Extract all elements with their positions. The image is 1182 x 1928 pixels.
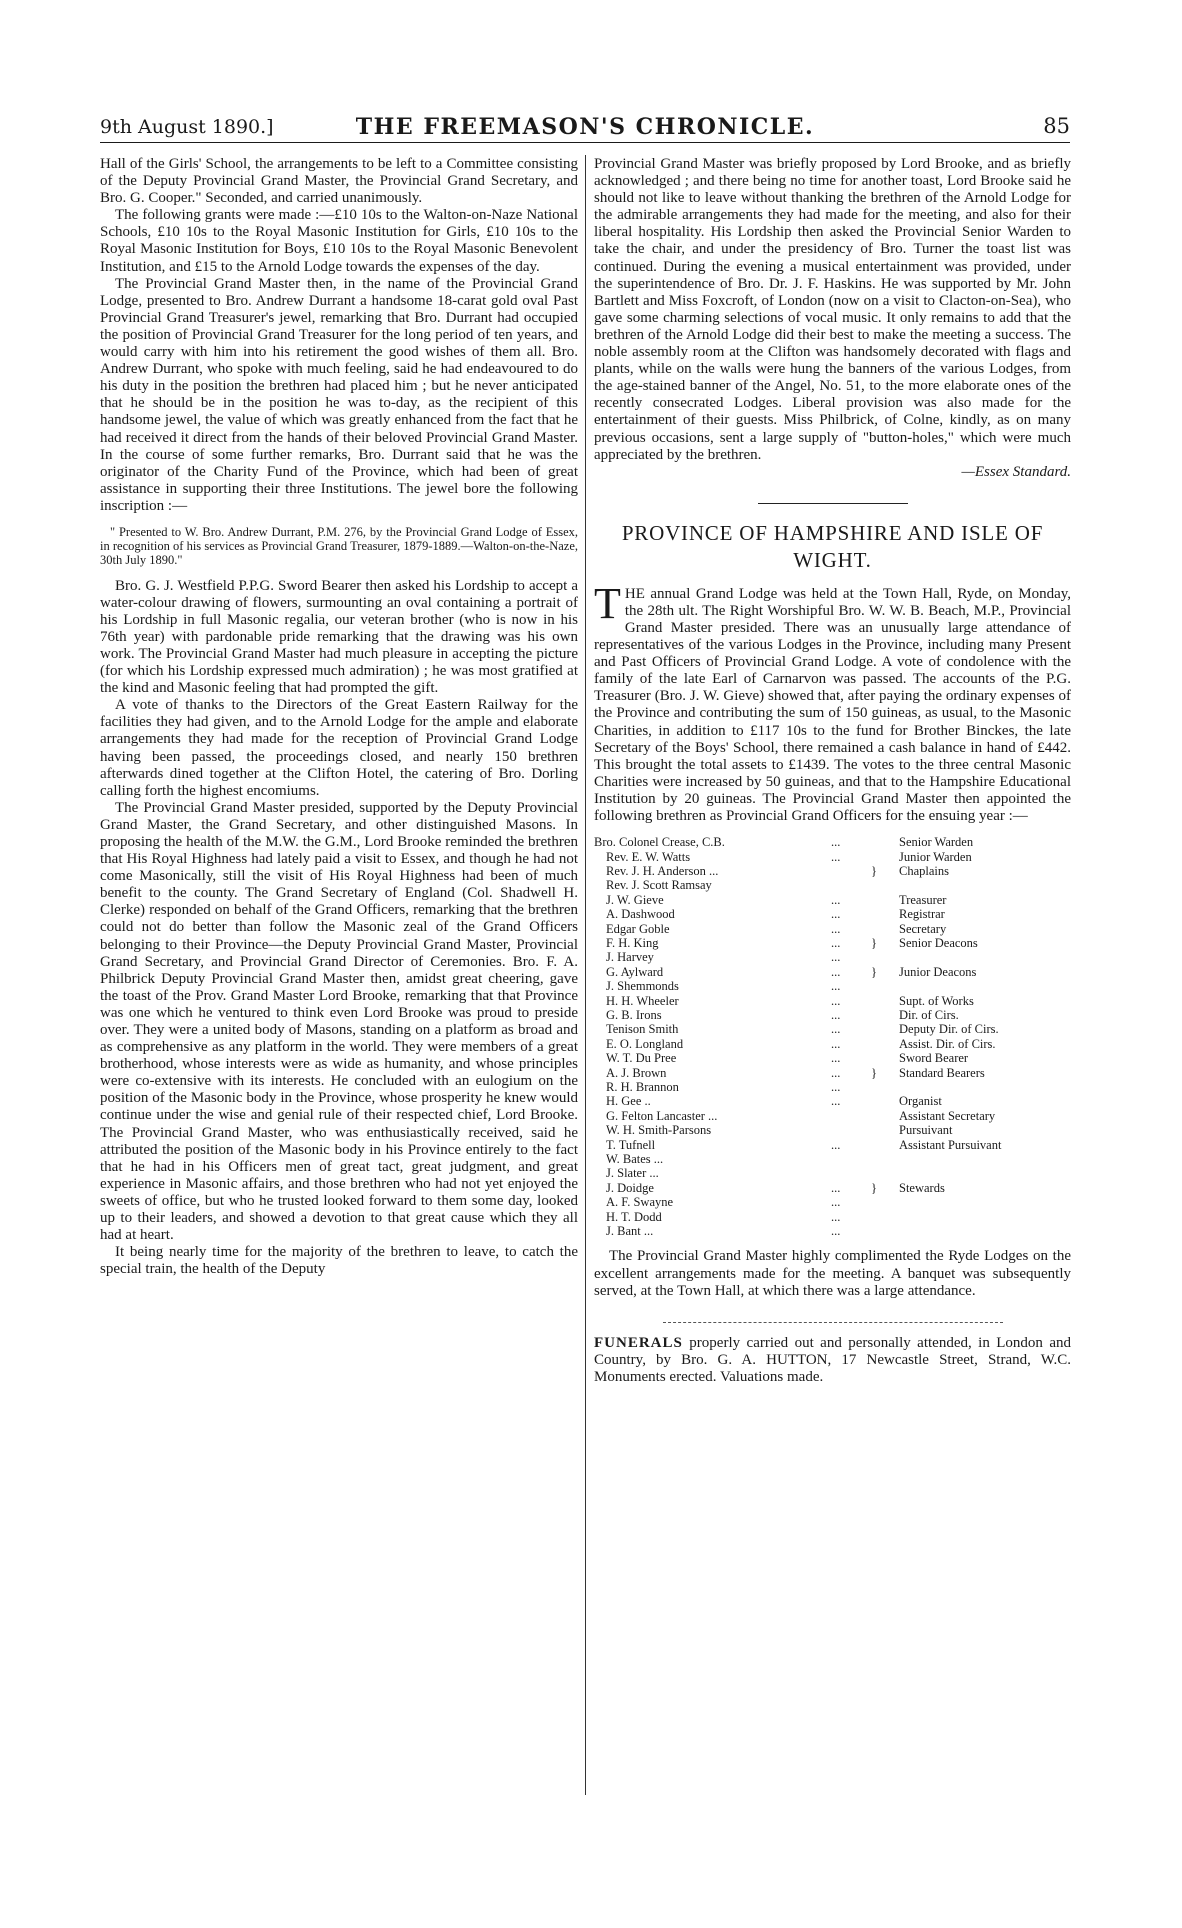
officer-brace [871, 1166, 899, 1180]
officer-name: Rev. E. W. Watts [606, 849, 691, 864]
officer-row [594, 1022, 1071, 1036]
officer-position [899, 1152, 1071, 1166]
officer-row [594, 1166, 1071, 1180]
officer-name: E. O. Longland [606, 1036, 684, 1051]
officer-dots: ... [831, 1195, 841, 1210]
officer-position [899, 1080, 1071, 1094]
officer-row [594, 965, 1071, 979]
officer-name: F. H. King [606, 935, 659, 950]
officer-row [594, 1152, 1071, 1166]
officer-row [594, 1094, 1071, 1108]
officer-dots [831, 878, 871, 892]
officer-dots [831, 1152, 871, 1166]
section-separator [758, 503, 908, 504]
officer-name: J. Harvey [606, 950, 654, 965]
article-heading: PROVINCE OF HAMPSHIRE AND ISLE OF WIGHT. [621, 520, 1044, 572]
page-number: 85 [1043, 114, 1070, 138]
officer-name: Rev. J. Scott Ramsay [606, 878, 712, 893]
officer-row [594, 1210, 1071, 1224]
officer-position: Organist [899, 1094, 942, 1109]
jewel-inscription: " Presented to W. Bro. Andrew Durrant, P.M. 276, by the Provincial Grand Lodge of Essex, in recognition of his services as Provincial Grand Treasurer, 1879-1889.—Walton-on-the-Naze, 30th July 1890." [100, 524, 578, 568]
officer-name: G. Aylward [606, 964, 664, 979]
officer-brace [871, 1080, 899, 1094]
article-paragraph: It being nearly time for the majority of the brethren to leave, to catch the special train, the health of the Deputy [100, 1244, 578, 1278]
officer-row [594, 1109, 1071, 1123]
officer-brace [871, 850, 899, 864]
officer-position [899, 1224, 1071, 1238]
officer-position: Junior Warden [899, 849, 972, 864]
officer-dots: ... [831, 979, 841, 994]
officer-brace [871, 907, 899, 921]
officer-brace [871, 1123, 899, 1137]
advert-text: properly carried out and personally attended, in London and Country, by Bro. G. A. HUTTON, 17 Newcastle Street, Strand, W.C. Monuments erected. Valuations made. [594, 1334, 1071, 1385]
officer-position: Dir. of Cirs. [899, 1007, 959, 1022]
officer-dots: ... [831, 849, 841, 864]
officer-dots: ... [831, 1224, 841, 1239]
officer-position: Standard Bearers [899, 1065, 985, 1080]
officer-brace [871, 1210, 899, 1224]
officer-dots: ... [831, 1051, 841, 1066]
officer-brace: } [871, 964, 877, 979]
article-paragraph: The Provincial Grand Master then, in the name of the Provincial Grand Lodge, presented to Bro. Andrew Durrant a handsome 18-carat gold oval Past Provincial Grand Treasurer's jewel, remarking that Bro. Durrant had occupied the position of Provincial Grand Treasurer for the long period of ten years, and would carry with him into his retirement the good wishes of them all. Bro. Andrew Durrant, who spoke with much feeling, said he had endeavoured to do his duty in the position the brethren had placed him ; but he never anticipated that he should be in the position he was to-day, as the recipient of this handsome jewel, the value of which was greatly enhanced from the fact that he had received it direct from the hands of their beloved Provincial Grand Master. In the course of some further remarks, Bro. Durrant said that he was the originator of the Charity Fund of the Province, which had been of great assistance in supporting their three Institutions. The jewel bore the following inscription :— [100, 275, 578, 514]
officer-name: J. Doidge [606, 1180, 654, 1195]
officer-brace [871, 1195, 899, 1209]
officer-brace [871, 878, 899, 892]
officer-row [594, 1008, 1071, 1022]
officer-brace: } [871, 863, 877, 878]
officer-dots: ... [831, 1065, 841, 1080]
article-paragraph: A vote of thanks to the Directors of the Great Eastern Railway for the facilities they had given, and to the Arnold Lodge for the ample and elaborate arrangements they had made for the reception of Provincial Grand Lodge having been passed, the proceedings closed, and nearly 150 brethren afterwards dined together at the Clifton Hotel, the catering of Bro. Dorling calling forth the highest encomiums. [100, 697, 578, 799]
officer-dots: ... [831, 921, 841, 936]
officer-brace: } [871, 1180, 877, 1195]
officer-position: Assist. Dir. of Cirs. [899, 1036, 996, 1051]
officer-brace [871, 1224, 899, 1238]
officer-brace: } [871, 1065, 877, 1080]
officer-row [594, 1080, 1071, 1094]
officer-brace [871, 1022, 899, 1036]
officer-row [594, 1181, 1071, 1195]
officer-position: Chaplains [899, 863, 949, 878]
officers-list [594, 835, 1071, 1238]
officer-position: Registrar [899, 907, 945, 922]
officer-row [594, 893, 1071, 907]
right-column [594, 156, 1071, 1806]
officer-position: Sword Bearer [899, 1051, 969, 1066]
officer-dots: ... [831, 1209, 841, 1224]
officer-name: Bro. Colonel Crease, C.B. [594, 835, 725, 850]
officer-dots: ... [831, 892, 841, 907]
source-credit: —Essex Standard. [961, 463, 1071, 480]
article-paragraph: Hall of the Girls' School, the arrangements to be left to a Committee consisting of the Deputy Provincial Grand Master, the Provincial Grand Secretary, and Bro. G. Cooper." Seconded, and carried unanimously. [100, 156, 578, 207]
officer-position [899, 1195, 1071, 1209]
officer-dots [831, 1166, 871, 1180]
officer-dots [831, 864, 871, 878]
officer-name: Edgar Goble [606, 921, 670, 936]
officer-name: W. Bates ... [606, 1152, 664, 1167]
officer-dots: ... [831, 993, 841, 1008]
officer-name: Tenison Smith [606, 1022, 679, 1037]
officer-dots: ... [831, 1137, 841, 1152]
officer-name: A. F. Swayne [606, 1195, 674, 1210]
officer-name: J. Shemmonds [606, 979, 679, 994]
officer-position: Treasurer [899, 892, 947, 907]
officer-row [594, 907, 1071, 921]
officer-brace [871, 950, 899, 964]
advert-lead: FUNERALS [594, 1334, 683, 1351]
officer-brace [871, 1152, 899, 1166]
officer-row [594, 922, 1071, 936]
article-paragraph: The following grants were made :—£10 10s to the Walton-on-Naze National Schools, £10 10s to the Royal Masonic Institution for Girls, £10 10s to the Royal Masonic Institution for Boys, £10 10s to the Royal Masonic Benevolent Institution, and £15 to the Arnold Lodge towards the expenses of the day. [100, 207, 578, 275]
officer-dots: ... [831, 950, 841, 965]
officer-row [594, 994, 1071, 1008]
officer-dots: ... [831, 1036, 841, 1051]
officer-position: Assistant Pursuivant [899, 1137, 1002, 1152]
officer-row [594, 835, 1071, 849]
officer-position [899, 1210, 1071, 1224]
officer-row [594, 1051, 1071, 1065]
officer-position [899, 878, 1071, 892]
officer-row [594, 1138, 1071, 1152]
officer-row [594, 864, 1071, 878]
article-paragraph: The Provincial Grand Master presided, supported by the Deputy Provincial Grand Master, the Grand Secretary, and other distinguished Masons. In proposing the health of the M.W. the G.M., Lord Brooke reminded the brethren that His Royal Highness had lately paid a visit to Essex, and though he had not come Masonically, still the visit of His Royal Highness had been of much benefit to the county. The Grand Secretary of England (Col. Shadwell H. Clerke) responded on behalf of the Grand Officers, remarking that the brethren could not do better than follow the Masonic zeal of the Grand Officers belonging to their Province—the Deputy Provincial Grand Master, Provincial Grand Secretary, and Provincial Grand Director of Ceremonies. Bro. F. A. Philbrick Deputy Provincial Grand Master then, amidst great cheering, gave the toast of the Prov. Grand Master Lord Brooke, remarking that that Province was one which he ventured to think even Lord Brooke was proud to preside over. They were a united body of Masons, standing on a platform as broad and as comprehensive as any platform in the world. They were members of a great brotherhood, whose interests were as wide as humanity, and whose principles were co-extensive with its interests. He concluded with an eulogium on the position of the Masonic body in the Province, whose prosperity he knew would continue under the wise and genial rule of their respected chief, Lord Brooke. The Provincial Grand Master, who was enthusiastically received, said he attributed the position of the Masonic body in his Province entirely to the fact that he had in his Officers men of great tact, great judgment, and great experience in Masonic affairs, and those brethren who had not yet enjoyed the sweets of office, but who he trusted looked forward to them some day, looked up to their leaders, and showed a devotion to that great cause which they all had at heart. [100, 799, 578, 1244]
officer-row [594, 878, 1071, 892]
left-column [100, 156, 578, 1806]
officer-dots: ... [831, 907, 841, 922]
advert-separator [663, 1322, 1003, 1323]
officer-dots: ... [831, 1180, 841, 1195]
officer-dots: ... [831, 835, 841, 850]
officer-row [594, 1195, 1071, 1209]
officer-brace [871, 922, 899, 936]
officer-name: G. Felton Lancaster ... [606, 1108, 718, 1123]
officer-name: G. B. Irons [606, 1007, 662, 1022]
publication-title: THE FREEMASON'S CHRONICLE. [355, 114, 815, 140]
officer-brace [871, 1094, 899, 1108]
officer-position: Senior Deacons [899, 935, 978, 950]
officer-brace [871, 1109, 899, 1123]
officer-name: H. Gee .. [606, 1094, 651, 1109]
officer-brace [871, 835, 899, 849]
officer-name: Rev. J. H. Anderson ... [606, 863, 719, 878]
officer-dots: ... [831, 935, 841, 950]
officer-position: Stewards [899, 1180, 945, 1195]
officer-row [594, 1123, 1071, 1137]
officer-brace [871, 893, 899, 907]
article-paragraph: THE annual Grand Lodge was held at the Town Hall, Ryde, on Monday, the 28th ult. The Right Worshipful Bro. W. W. B. Beach, M.P., Provincial Grand Master presided. There was an unusually large attendance of representatives of the various Lodges in the Province, including many Present and Past Officers of Provincial Grand Lodge. A vote of condolence with the family of the late Earl of Carnarvon was passed. The accounts of the P.G. Treasurer (Bro. J. W. Gieve) showed that, after paying the ordinary expenses of the Province and contributing the sum of 150 guineas, as usual, to the Masonic Charities, in addition to £117 10s to the fund for Brother Binckes, the late Secretary of the Boys' School, there remained a cash balance in hand of £442. This brought the total assets to £1439. The votes to the three central Masonic Charities were increased by 50 guineas, and that to the Hampshire Educational Institution by 20 guineas. The Provincial Grand Master then appointed the following brethren as Provincial Grand Officers for the ensuing year :— [594, 578, 1071, 824]
officer-name: A. Dashwood [606, 907, 675, 922]
officer-row [594, 1037, 1071, 1051]
officer-brace [871, 994, 899, 1008]
officer-name: W. T. Du Pree [606, 1051, 677, 1066]
officer-brace [871, 1008, 899, 1022]
officer-row [594, 1224, 1071, 1238]
officer-name: T. Tufnell [606, 1137, 656, 1152]
officer-brace [871, 1051, 899, 1065]
officer-name: J. Bant ... [606, 1224, 654, 1239]
officer-row [594, 1066, 1071, 1080]
officer-brace [871, 1037, 899, 1051]
officer-brace [871, 1138, 899, 1152]
officer-position: Deputy Dir. of Cirs. [899, 1022, 999, 1037]
officer-position: Pursuivant [899, 1123, 953, 1138]
officer-position: Assistant Secretary [899, 1108, 996, 1123]
officer-name: H. H. Wheeler [606, 993, 679, 1008]
officer-row [594, 950, 1071, 964]
officer-name: A. J. Brown [606, 1065, 667, 1080]
officer-dots: ... [831, 964, 841, 979]
officer-row [594, 850, 1071, 864]
article-paragraph: The Provincial Grand Master highly complimented the Ryde Lodges on the excellent arrangements made for the meeting. A banquet was subsequently served, at the Town Hall, at which there was a large attendance. [594, 1248, 1071, 1299]
officer-position [899, 979, 1071, 993]
funeral-advert [594, 1335, 1071, 1386]
officer-position [899, 1166, 1071, 1180]
officer-brace [871, 979, 899, 993]
masthead [100, 108, 1070, 143]
article-paragraph: Bro. G. J. Westfield P.P.G. Sword Bearer then asked his Lordship to accept a water-colour drawing of flowers, surmounting an oval containing a portrait of his Lordship in full Masonic regalia, our veteran brother (who is now in his 76th year) with pardonable pride remarking that the drawing was his own work. The Provincial Grand Master had much pleasure in accepting the picture (for which his Lordship expressed much admiration) ; he was most gratified at the kind and Masonic feeling that had prompted the gift. [100, 577, 578, 697]
officer-row [594, 979, 1071, 993]
officer-position: Junior Deacons [899, 964, 977, 979]
officer-dots: ... [831, 1080, 841, 1094]
officer-dots: ... [831, 1022, 841, 1037]
officer-name: W. H. Smith-Parsons [606, 1123, 712, 1138]
officer-position: Secretary [899, 921, 947, 936]
officer-position: Supt. of Works [899, 993, 974, 1008]
officer-dots: ... [831, 1094, 841, 1109]
officer-dots [831, 1109, 871, 1123]
officer-name: J. W. Gieve [606, 892, 664, 907]
issue-date: 9th August 1890.] [100, 116, 274, 138]
article-paragraph: Provincial Grand Master was briefly proposed by Lord Brooke, and as briefly acknowledged ; and there being no time for another toast, Lord Brooke said he should not like to leave without thanking the brethren of the Arnold Lodge for the admirable arrangements they had made for the meeting, and also for their liberal hospitality. His Lordship then asked the Provincial Senior Warden to take the chair, and under the presidency of Bro. Turner the toast list was continued. During the evening a musical entertainment was provided, under the superintendence of Bro. Dr. J. F. Haskins. He was supported by Mr. John Bartlett and Miss Foxcroft, of London (now on a visit to Clacton-on-Sea), who gave some charming selections of vocal music. It only remains to add that the brethren of the Arnold Lodge did their best to make the meeting a success. The noble assembly room at the Clifton was handsomely decorated with flags and plants, while on the walls were hung the banners of the various Lodges, from the age-stained banner of the Angel, No. 51, to the more elaborate ones of the recently consecrated Lodges. Liberal provision was also made for the entertainment of their guests. Miss Philbrick, of Colne, kindly, as on many previous occasions, sent a large supply of "button-holes," which were much appreciated by the brethren. [594, 156, 1071, 463]
officer-dots [831, 1123, 871, 1137]
officer-name: H. T. Dodd [606, 1209, 662, 1224]
officer-row [594, 936, 1071, 950]
officer-brace: } [871, 935, 877, 950]
officer-name: R. H. Brannon [606, 1080, 679, 1094]
column-divider [585, 155, 586, 1795]
officer-name: J. Slater ... [606, 1166, 659, 1181]
officer-position: Senior Warden [899, 835, 974, 850]
officer-position [899, 950, 1071, 964]
officer-dots: ... [831, 1007, 841, 1022]
